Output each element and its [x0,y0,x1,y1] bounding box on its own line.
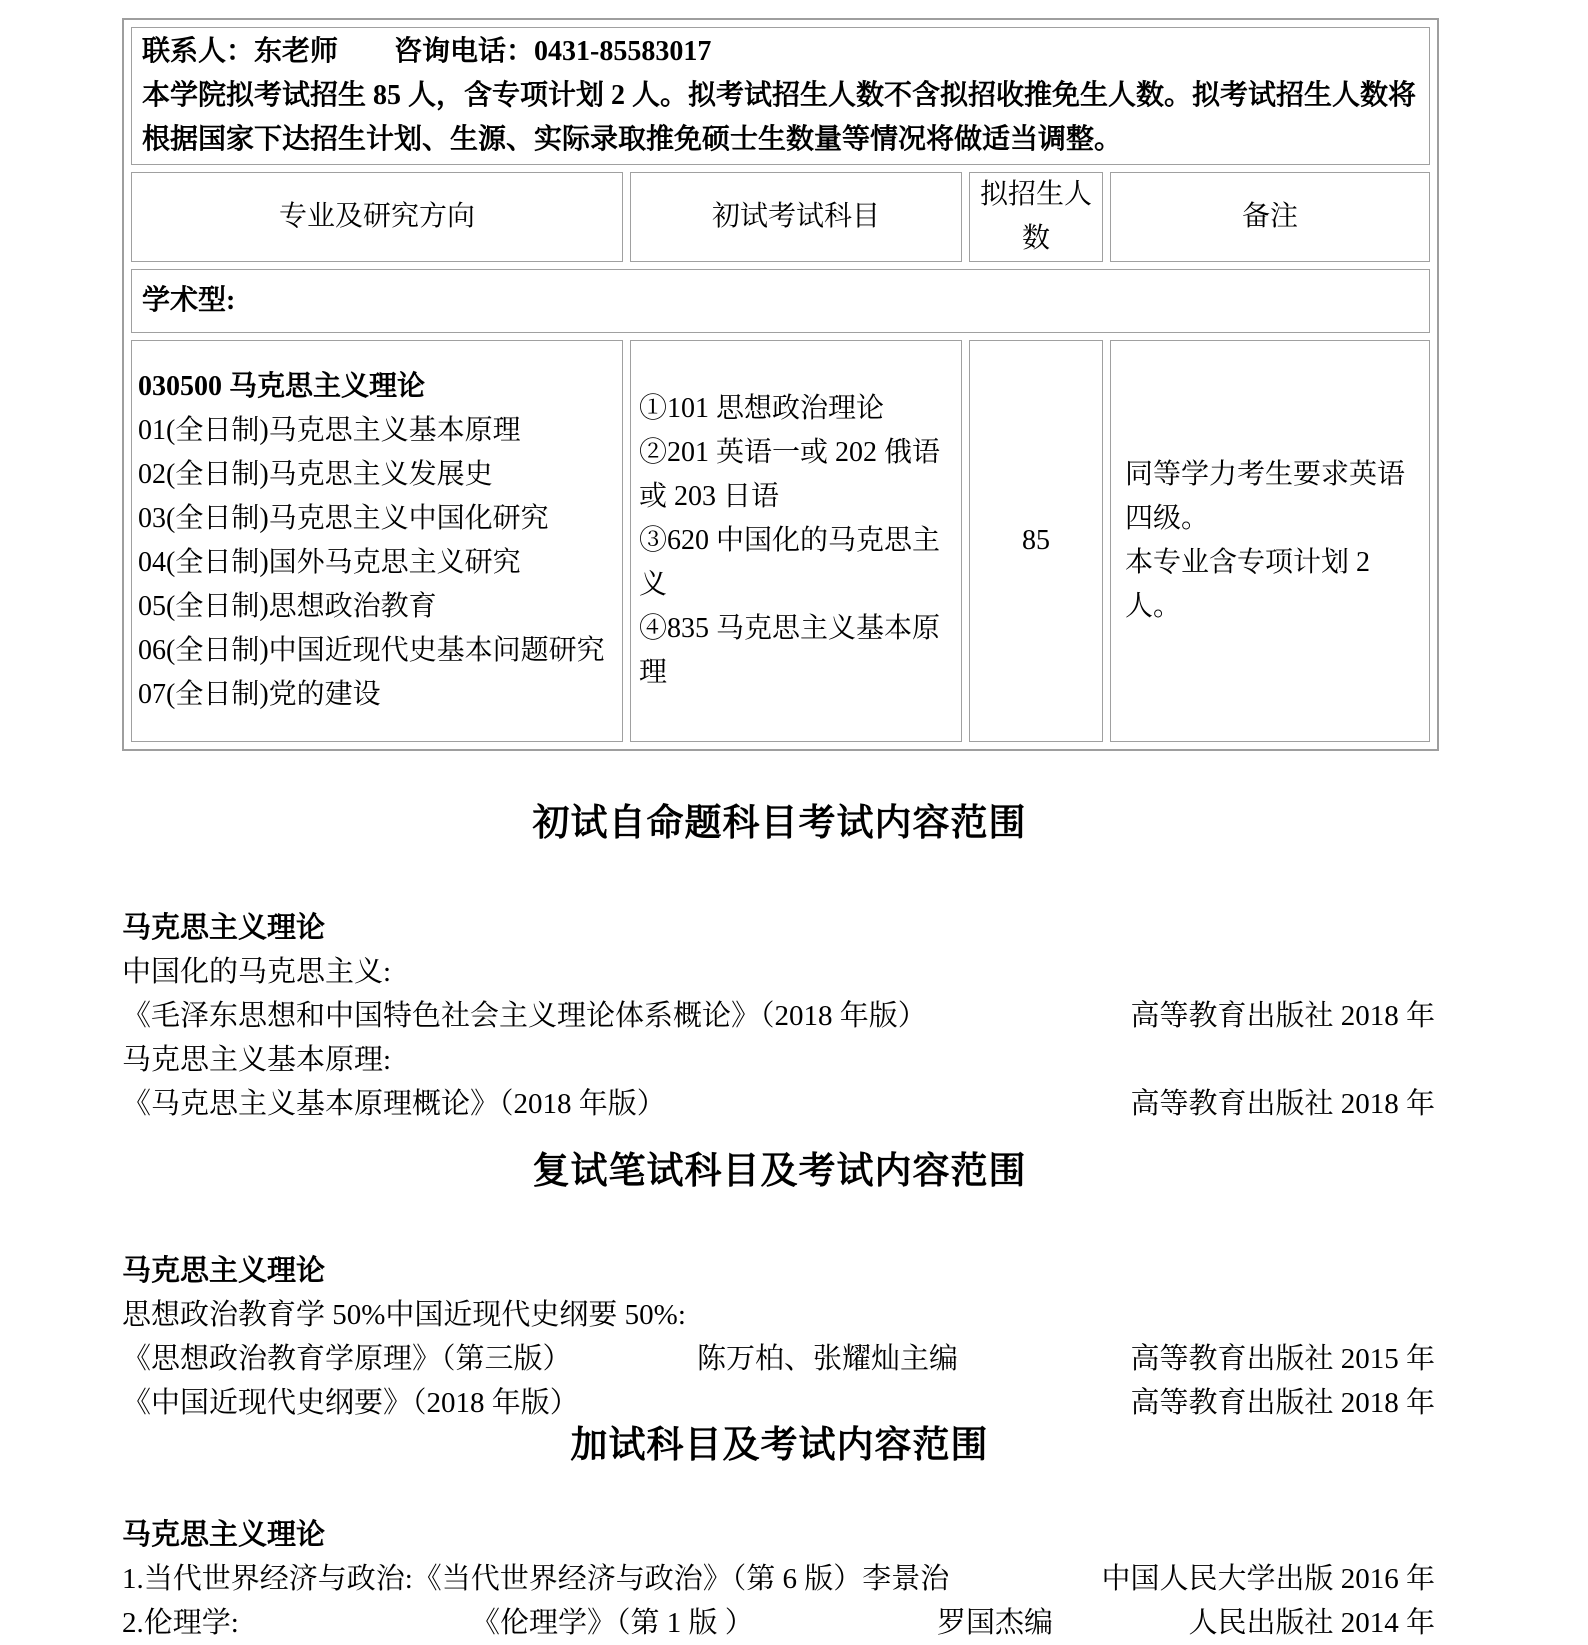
section-line [122,1293,1437,1337]
col-header-enrollment: 拟招生人数 [969,172,1103,262]
text-segment: 高等教育出版社 2018 年 [1130,1387,1435,1419]
section-line [122,1038,1437,1082]
table-header-row [131,172,1430,262]
contact-info-cell [131,27,1430,165]
section-block [122,1513,1437,1645]
section-line [122,1557,1437,1601]
research-direction: 02(全日制)马克思主义发展史 [138,459,493,490]
col-header-notes: 备注 [1110,172,1430,262]
section-line [122,1337,1437,1381]
text-segment: 高等教育出版社 2015 年 [1130,1343,1435,1375]
section-heading: 加试科目及考试内容范围 [570,1425,989,1466]
major-code-title: 030500 马克思主义理论 [138,371,426,402]
table-data-row [131,340,1430,742]
research-direction: 07(全日制)党的建设 [138,679,381,710]
text-segment: 高等教育出版社 2018 年 [1130,1000,1435,1032]
text-segment: 《马克思主义基本原理概论》（2018 年版） [122,1088,666,1120]
text-segment: 《伦理学》（第 1 版 ） [471,1607,754,1639]
category-row [131,269,1430,333]
directions-list [138,409,618,717]
exam-subject: ③620 中国化的马克思主义 [639,525,941,600]
research-direction: 01(全日制)马克思主义基本原理 [138,415,521,446]
section-heading: 复试笔试科目及考试内容范围 [532,1151,1027,1192]
contact-row [131,27,1430,165]
text-segment: 中国人民大学出版 2016 年 [1101,1563,1435,1595]
text-segment: 中国化的马克思主义: [122,956,392,988]
section-line [122,1082,1437,1126]
exam-subject: ④835 马克思主义基本原理 [639,613,941,688]
section-subject: 马克思主义理论 [122,1255,326,1287]
research-direction: 04(全日制)国外马克思主义研究 [138,547,521,578]
contact-line: 联系人：东老师 咨询电话：0431-85583017 [142,36,712,67]
col-header-major: 专业及研究方向 [131,172,623,262]
text-segment: 《思想政治教育学原理》（第三版） [122,1343,572,1375]
col-header-subjects: 初试考试科目 [630,172,962,262]
research-direction: 06(全日制)中国近现代史基本问题研究 [138,635,605,666]
section-line [122,950,1437,994]
text-segment: 高等教育出版社 2018 年 [1130,1088,1435,1120]
section-block [122,906,1437,1126]
section-subject: 马克思主义理论 [122,1519,326,1551]
note-line: 本专业含专项计划 2 人。 [1125,547,1371,622]
text-segment: 人民出版社 2014 年 [1188,1607,1435,1639]
section-block [122,1249,1437,1425]
major-directions-cell [131,340,623,742]
enrollment-intro-text: 本学院拟考试招生 85 人，含专项计划 2 人。拟考试招生人数不含拟招收推免生人数。拟考试招生人数将根据国家下达招生计划、生源、实际录取推免硕士生数量等情况将做适当调整。 [142,80,1417,155]
section-subject: 马克思主义理论 [122,912,326,944]
category-label: 学术型: [131,269,1430,333]
text-segment: 陈万柏、张耀灿主编 [697,1343,959,1375]
text-segment: 马克思主义基本原理: [122,1044,392,1076]
section-line [122,994,1437,1038]
text-segment: 2.伦理学: [122,1607,239,1639]
text-segment: 《毛泽东思想和中国特色社会主义理论体系概论》（2018 年版） [122,1000,927,1032]
section-line [122,1381,1437,1425]
notes-cell [1110,340,1430,742]
admissions-table [122,18,1439,751]
research-direction: 05(全日制)思想政治教育 [138,591,437,622]
research-direction: 03(全日制)马克思主义中国化研究 [138,503,549,534]
subjects-list [639,387,957,695]
exam-subject: ②201 英语一或 202 俄语或 203 日语 [639,437,941,512]
exam-subjects-cell [630,340,962,742]
admissions-document [122,18,1437,1645]
exam-content-sections [122,803,1437,1645]
note-line: 同等学力考生要求英语四级。 [1125,459,1406,534]
text-segment: 《中国近现代史纲要》（2018 年版） [122,1387,579,1419]
section-heading: 初试自命题科目考试内容范围 [532,803,1027,844]
enrollment-count: 85 [969,340,1103,742]
exam-subject: ①101 思想政治理论 [639,393,885,424]
notes-list [1125,453,1419,629]
text-segment: 罗国杰编 [937,1607,1054,1639]
text-segment: 1.当代世界经济与政治:《当代世界经济与政治》（第 6 版）李景治 [122,1563,950,1595]
text-segment: 思想政治教育学 50%中国近现代史纲要 50%: [122,1299,686,1331]
section-line [122,1601,1437,1645]
